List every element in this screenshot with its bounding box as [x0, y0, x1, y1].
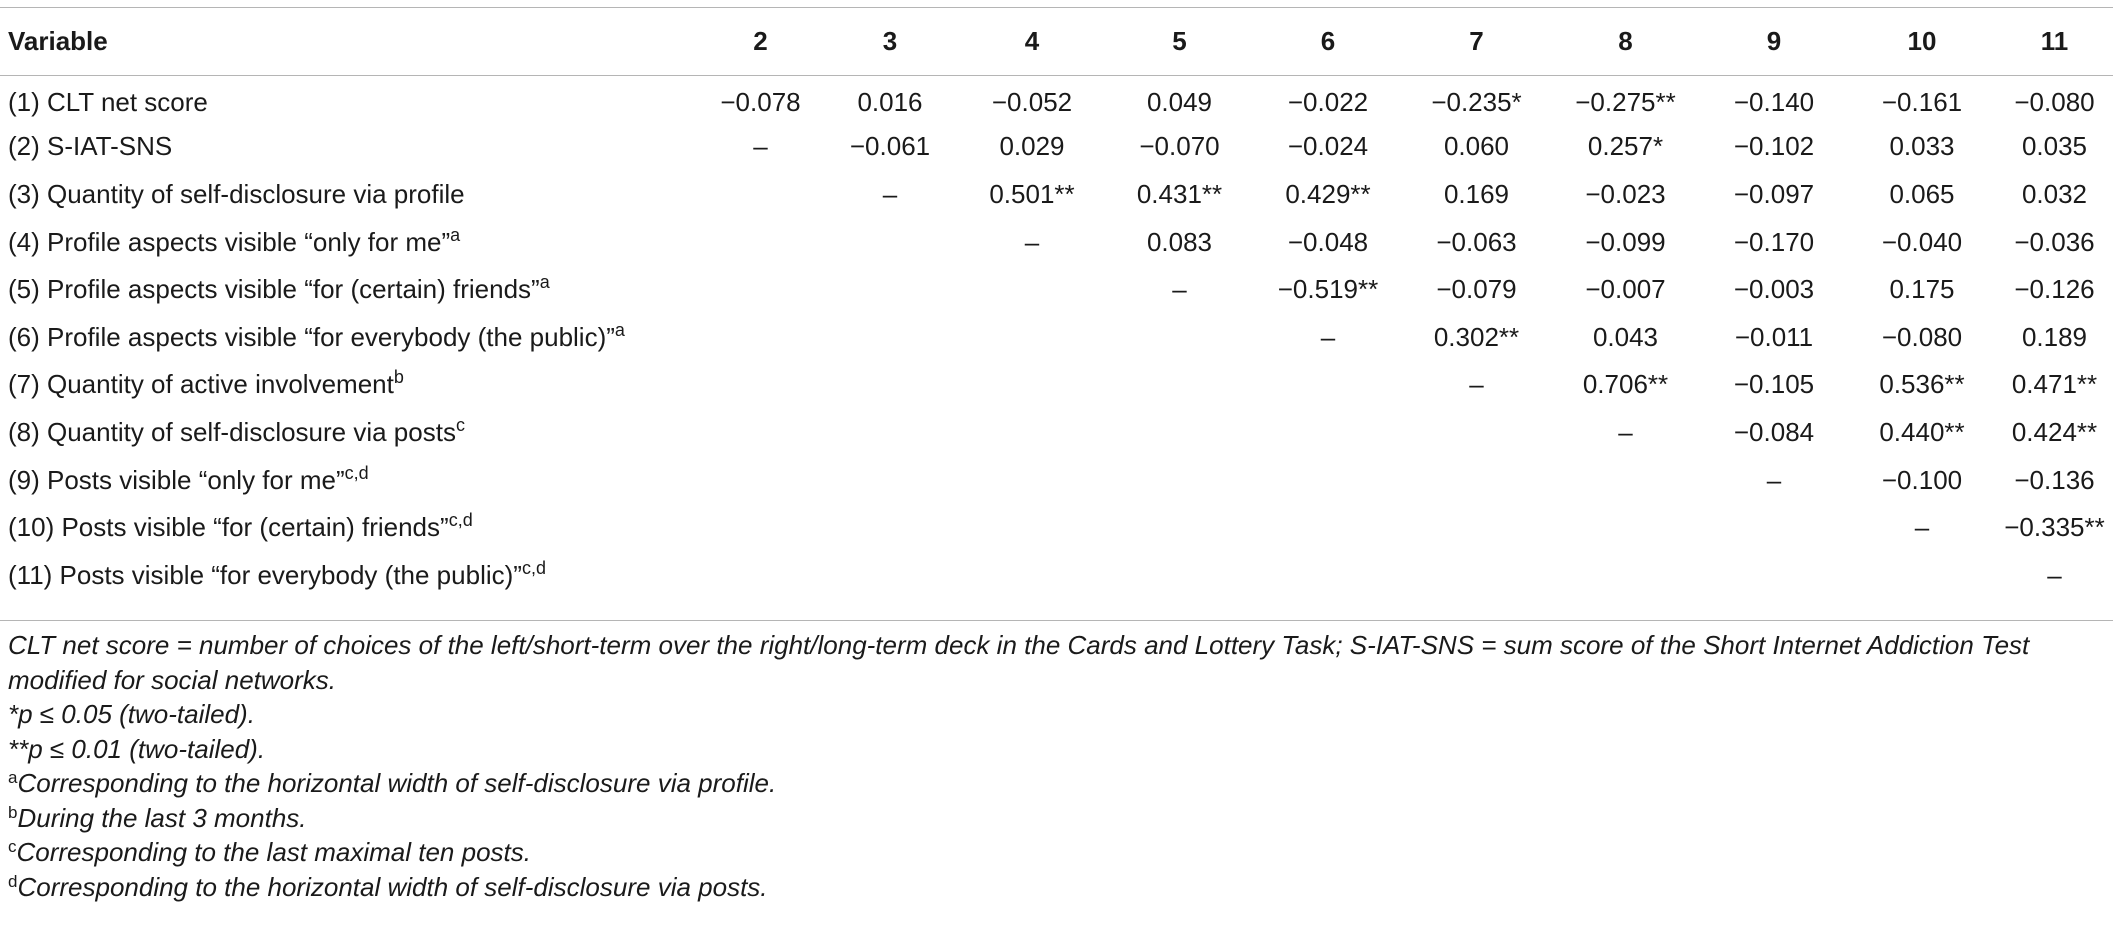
- table-cell: –: [2047, 559, 2062, 590]
- table-cell: –: [753, 131, 768, 162]
- table-cell: –: [1618, 416, 1633, 447]
- table-cell: 0.175: [1889, 274, 1955, 305]
- table-cell: [1402, 551, 1551, 599]
- table-cell: [1700, 504, 1848, 552]
- table-cell: [700, 218, 821, 266]
- table-cell: −0.036: [2014, 226, 2095, 257]
- table-row: [0, 504, 2113, 552]
- note-marker: c: [8, 837, 17, 856]
- row-label: [0, 504, 700, 552]
- row-label: [0, 409, 700, 457]
- column-header-8: 8: [1551, 8, 1700, 76]
- note-line: [8, 628, 2098, 697]
- table-cell: [1551, 504, 1700, 552]
- note-text: **p ≤ 0.01 (two-tailed).: [8, 733, 266, 764]
- table-cell: −0.040: [1881, 226, 1963, 257]
- table-cell: 0.035: [2021, 131, 2088, 162]
- table-cell: 0.169: [1443, 178, 1510, 209]
- row-label-text: (1) CLT net score: [8, 87, 208, 118]
- table-cell: −0.097: [1733, 178, 1815, 209]
- table-cell: –: [1914, 512, 1930, 543]
- table-cell: −0.024: [1287, 131, 1369, 162]
- table-cell: 0.049: [1146, 87, 1213, 118]
- table-cell: −0.080: [2014, 87, 2095, 118]
- footnote-marker: a: [450, 224, 461, 245]
- table-cell: [700, 266, 821, 314]
- table-cell: [959, 361, 1105, 409]
- table-cell: −0.007: [1585, 274, 1666, 305]
- footnote-marker: a: [614, 319, 625, 340]
- table-cell: −0.011: [1734, 321, 1814, 352]
- footnote-marker: c,d: [521, 557, 546, 578]
- table-cell: [1105, 456, 1254, 504]
- table-cell: [959, 266, 1105, 314]
- column-header-11: 11: [1996, 8, 2113, 76]
- table-cell: [821, 361, 959, 409]
- table-cell: [821, 218, 959, 266]
- table-cell: −0.052: [991, 87, 1073, 118]
- table-cell: 0.032: [2021, 178, 2088, 209]
- table-cell: [959, 504, 1105, 552]
- table-cell: [1254, 456, 1402, 504]
- table-cell: [1105, 504, 1254, 552]
- table-cell: [1254, 504, 1402, 552]
- note-text: Corresponding to the last maximal ten posts.: [16, 837, 531, 867]
- table-row: [0, 76, 2113, 124]
- table-notes: [8, 628, 2098, 904]
- row-label-text: (7) Quantity of active involvement: [8, 369, 394, 400]
- column-header-6: 6: [1254, 8, 1402, 76]
- table-cell: 0.536**: [1879, 369, 1965, 400]
- table-cell: –: [882, 178, 898, 209]
- table-cell: [821, 313, 959, 361]
- column-header-7: 7: [1402, 8, 1551, 76]
- table-cell: −0.335**: [2004, 512, 2105, 543]
- table-row: [0, 456, 2113, 504]
- footnote-marker: c,d: [344, 462, 369, 483]
- table-cell: 0.257*: [1587, 131, 1664, 162]
- table-cell: −0.003: [1733, 274, 1815, 305]
- table-cell: [1700, 551, 1848, 599]
- table-cell: [959, 313, 1105, 361]
- table-cell: [1848, 551, 1996, 599]
- row-label: [0, 218, 700, 266]
- table-cell: −0.022: [1287, 87, 1369, 118]
- table-row: [0, 361, 2113, 409]
- table-cell: [1402, 409, 1551, 457]
- table-cell: [959, 456, 1105, 504]
- column-header-5: 5: [1105, 8, 1254, 76]
- table-cell: 0.431**: [1136, 178, 1223, 209]
- table-cell: [700, 409, 821, 457]
- table-cell: 0.033: [1889, 131, 1955, 162]
- table-cell: 0.189: [2021, 321, 2088, 352]
- table-cell: 0.060: [1443, 131, 1510, 162]
- table-cell: [821, 409, 959, 457]
- note-text: CLT net score = number of choices of the left/short-term over the right/long-term deck in the Cards and Lottery Task; S-IAT-SNS = sum score of the Short Internet Addiction Test modified for social networks.: [8, 630, 2030, 695]
- row-label-text: (10) Posts visible “for (certain) friends”: [8, 512, 449, 543]
- table-cell: −0.063: [1436, 226, 1517, 257]
- table-cell: [700, 313, 821, 361]
- table-cell: −0.070: [1139, 131, 1220, 162]
- note-text: *p ≤ 0.05 (two-tailed).: [8, 699, 255, 729]
- table-row: [0, 409, 2113, 457]
- table-cell: [821, 551, 959, 599]
- table-cell: [1551, 456, 1700, 504]
- table-cell: [1105, 361, 1254, 409]
- correlation-table: [0, 7, 2113, 599]
- column-header-variable: Variable: [0, 8, 700, 76]
- table-cell: [700, 456, 821, 504]
- table-cell: 0.016: [857, 87, 923, 118]
- table-cell: 0.440**: [1879, 416, 1965, 447]
- note-marker: d: [8, 871, 18, 891]
- table-cell: [821, 266, 959, 314]
- table-cell: −0.099: [1585, 226, 1666, 257]
- row-label: [0, 361, 700, 409]
- table-cell: −0.170: [1733, 226, 1815, 257]
- column-header-2: 2: [700, 8, 821, 76]
- table-cell: 0.065: [1889, 178, 1955, 209]
- table-cell: −0.126: [2014, 274, 2095, 305]
- row-label-text: (2) S-IAT-SNS: [8, 131, 173, 162]
- table-cell: [1254, 409, 1402, 457]
- row-label-text: (3) Quantity of self-disclosure via profile: [8, 178, 465, 209]
- row-label: [0, 313, 700, 361]
- table-cell: 0.302**: [1433, 321, 1520, 352]
- table-cell: −0.061: [849, 131, 931, 162]
- table-bottom-rule: [0, 620, 2113, 621]
- table-cell: [1105, 313, 1254, 361]
- table-cell: [700, 504, 821, 552]
- table-cell: 0.083: [1146, 226, 1213, 257]
- note-line: [8, 801, 2098, 836]
- table-cell: 0.501**: [989, 178, 1075, 209]
- row-label: [0, 123, 700, 171]
- table-cell: [1105, 551, 1254, 599]
- table-cell: −0.275**: [1575, 87, 1676, 118]
- column-header-9: 9: [1700, 8, 1848, 76]
- footnote-marker: c: [455, 414, 465, 435]
- note-marker: b: [8, 802, 18, 822]
- row-label-text: (6) Profile aspects visible “for everybody (the public)”: [8, 321, 615, 352]
- table-cell: [1551, 551, 1700, 599]
- table-row: [0, 123, 2113, 171]
- note-line: [8, 766, 2098, 801]
- note-line: [8, 697, 2098, 732]
- table-cell: –: [1024, 226, 1040, 257]
- table-row: [0, 218, 2113, 266]
- table-cell: −0.105: [1733, 369, 1815, 400]
- row-label-text: (9) Posts visible “only for me”: [8, 464, 345, 495]
- table-cell: −0.140: [1733, 87, 1815, 118]
- table-cell: [1254, 551, 1402, 599]
- table-cell: 0.424**: [2011, 416, 2098, 447]
- row-label: [0, 456, 700, 504]
- row-label: [0, 76, 700, 124]
- table-cell: [700, 551, 821, 599]
- note-line: [8, 870, 2098, 905]
- table-cell: –: [1766, 464, 1782, 495]
- table-cell: [700, 171, 821, 219]
- table-cell: [821, 456, 959, 504]
- table-cell: −0.048: [1287, 226, 1369, 257]
- table-cell: [1402, 456, 1551, 504]
- footnote-marker: c,d: [448, 510, 473, 531]
- note-text: Corresponding to the horizontal width of self-disclosure via profile.: [17, 768, 777, 798]
- table-cell: −0.078: [720, 87, 801, 118]
- table-cell: 0.029: [999, 131, 1065, 162]
- note-line: [8, 835, 2098, 870]
- table-row: [0, 313, 2113, 361]
- note-text: During the last 3 months.: [17, 802, 307, 833]
- row-label-text: (11) Posts visible “for everybody (the public)”: [8, 559, 522, 590]
- table-row: [0, 266, 2113, 314]
- table-cell: −0.136: [2014, 464, 2095, 495]
- row-label-text: (8) Quantity of self-disclosure via posts: [8, 416, 456, 447]
- row-label-text: (5) Profile aspects visible “for (certain) friends”: [8, 274, 540, 305]
- note-marker: a: [8, 768, 18, 787]
- table-cell: −0.102: [1733, 131, 1815, 162]
- table-cell: –: [1172, 274, 1187, 305]
- table-cell: −0.235*: [1431, 87, 1522, 118]
- row-label: [0, 266, 700, 314]
- column-header-3: 3: [821, 8, 959, 76]
- table-cell: [959, 409, 1105, 457]
- row-label: [0, 551, 700, 599]
- table-cell: −0.161: [1881, 87, 1963, 118]
- table-body: [0, 76, 2113, 600]
- footnote-marker: a: [539, 272, 550, 293]
- table-header: [0, 8, 2113, 76]
- table-cell: [959, 551, 1105, 599]
- table-cell: −0.084: [1733, 416, 1815, 447]
- footnote-marker: b: [393, 367, 404, 388]
- column-header-10: 10: [1848, 8, 1996, 76]
- table-cell: 0.043: [1592, 321, 1659, 352]
- table-cell: 0.471**: [2011, 369, 2098, 400]
- table-cell: [1254, 361, 1402, 409]
- table-cell: 0.706**: [1582, 369, 1669, 400]
- note-line: [8, 732, 2098, 767]
- row-label: [0, 171, 700, 219]
- table-row: [0, 551, 2113, 599]
- table-cell: [821, 504, 959, 552]
- header-row: [0, 8, 2113, 76]
- table-cell: [700, 361, 821, 409]
- table-cell: −0.080: [1881, 321, 1963, 352]
- row-label-text: (4) Profile aspects visible “only for me”: [8, 226, 451, 257]
- table-row: [0, 171, 2113, 219]
- table-cell: [1402, 504, 1551, 552]
- note-text: Corresponding to the horizontal width of self-disclosure via posts.: [17, 871, 768, 902]
- table-cell: −0.100: [1881, 464, 1963, 495]
- table-cell: −0.519**: [1277, 274, 1379, 305]
- table-cell: –: [1469, 369, 1484, 400]
- table-cell: −0.079: [1436, 274, 1517, 305]
- column-header-4: 4: [959, 8, 1105, 76]
- table-cell: [1105, 409, 1254, 457]
- table-cell: –: [1320, 321, 1336, 352]
- table-cell: 0.429**: [1285, 178, 1371, 209]
- table-cell: −0.023: [1585, 178, 1666, 209]
